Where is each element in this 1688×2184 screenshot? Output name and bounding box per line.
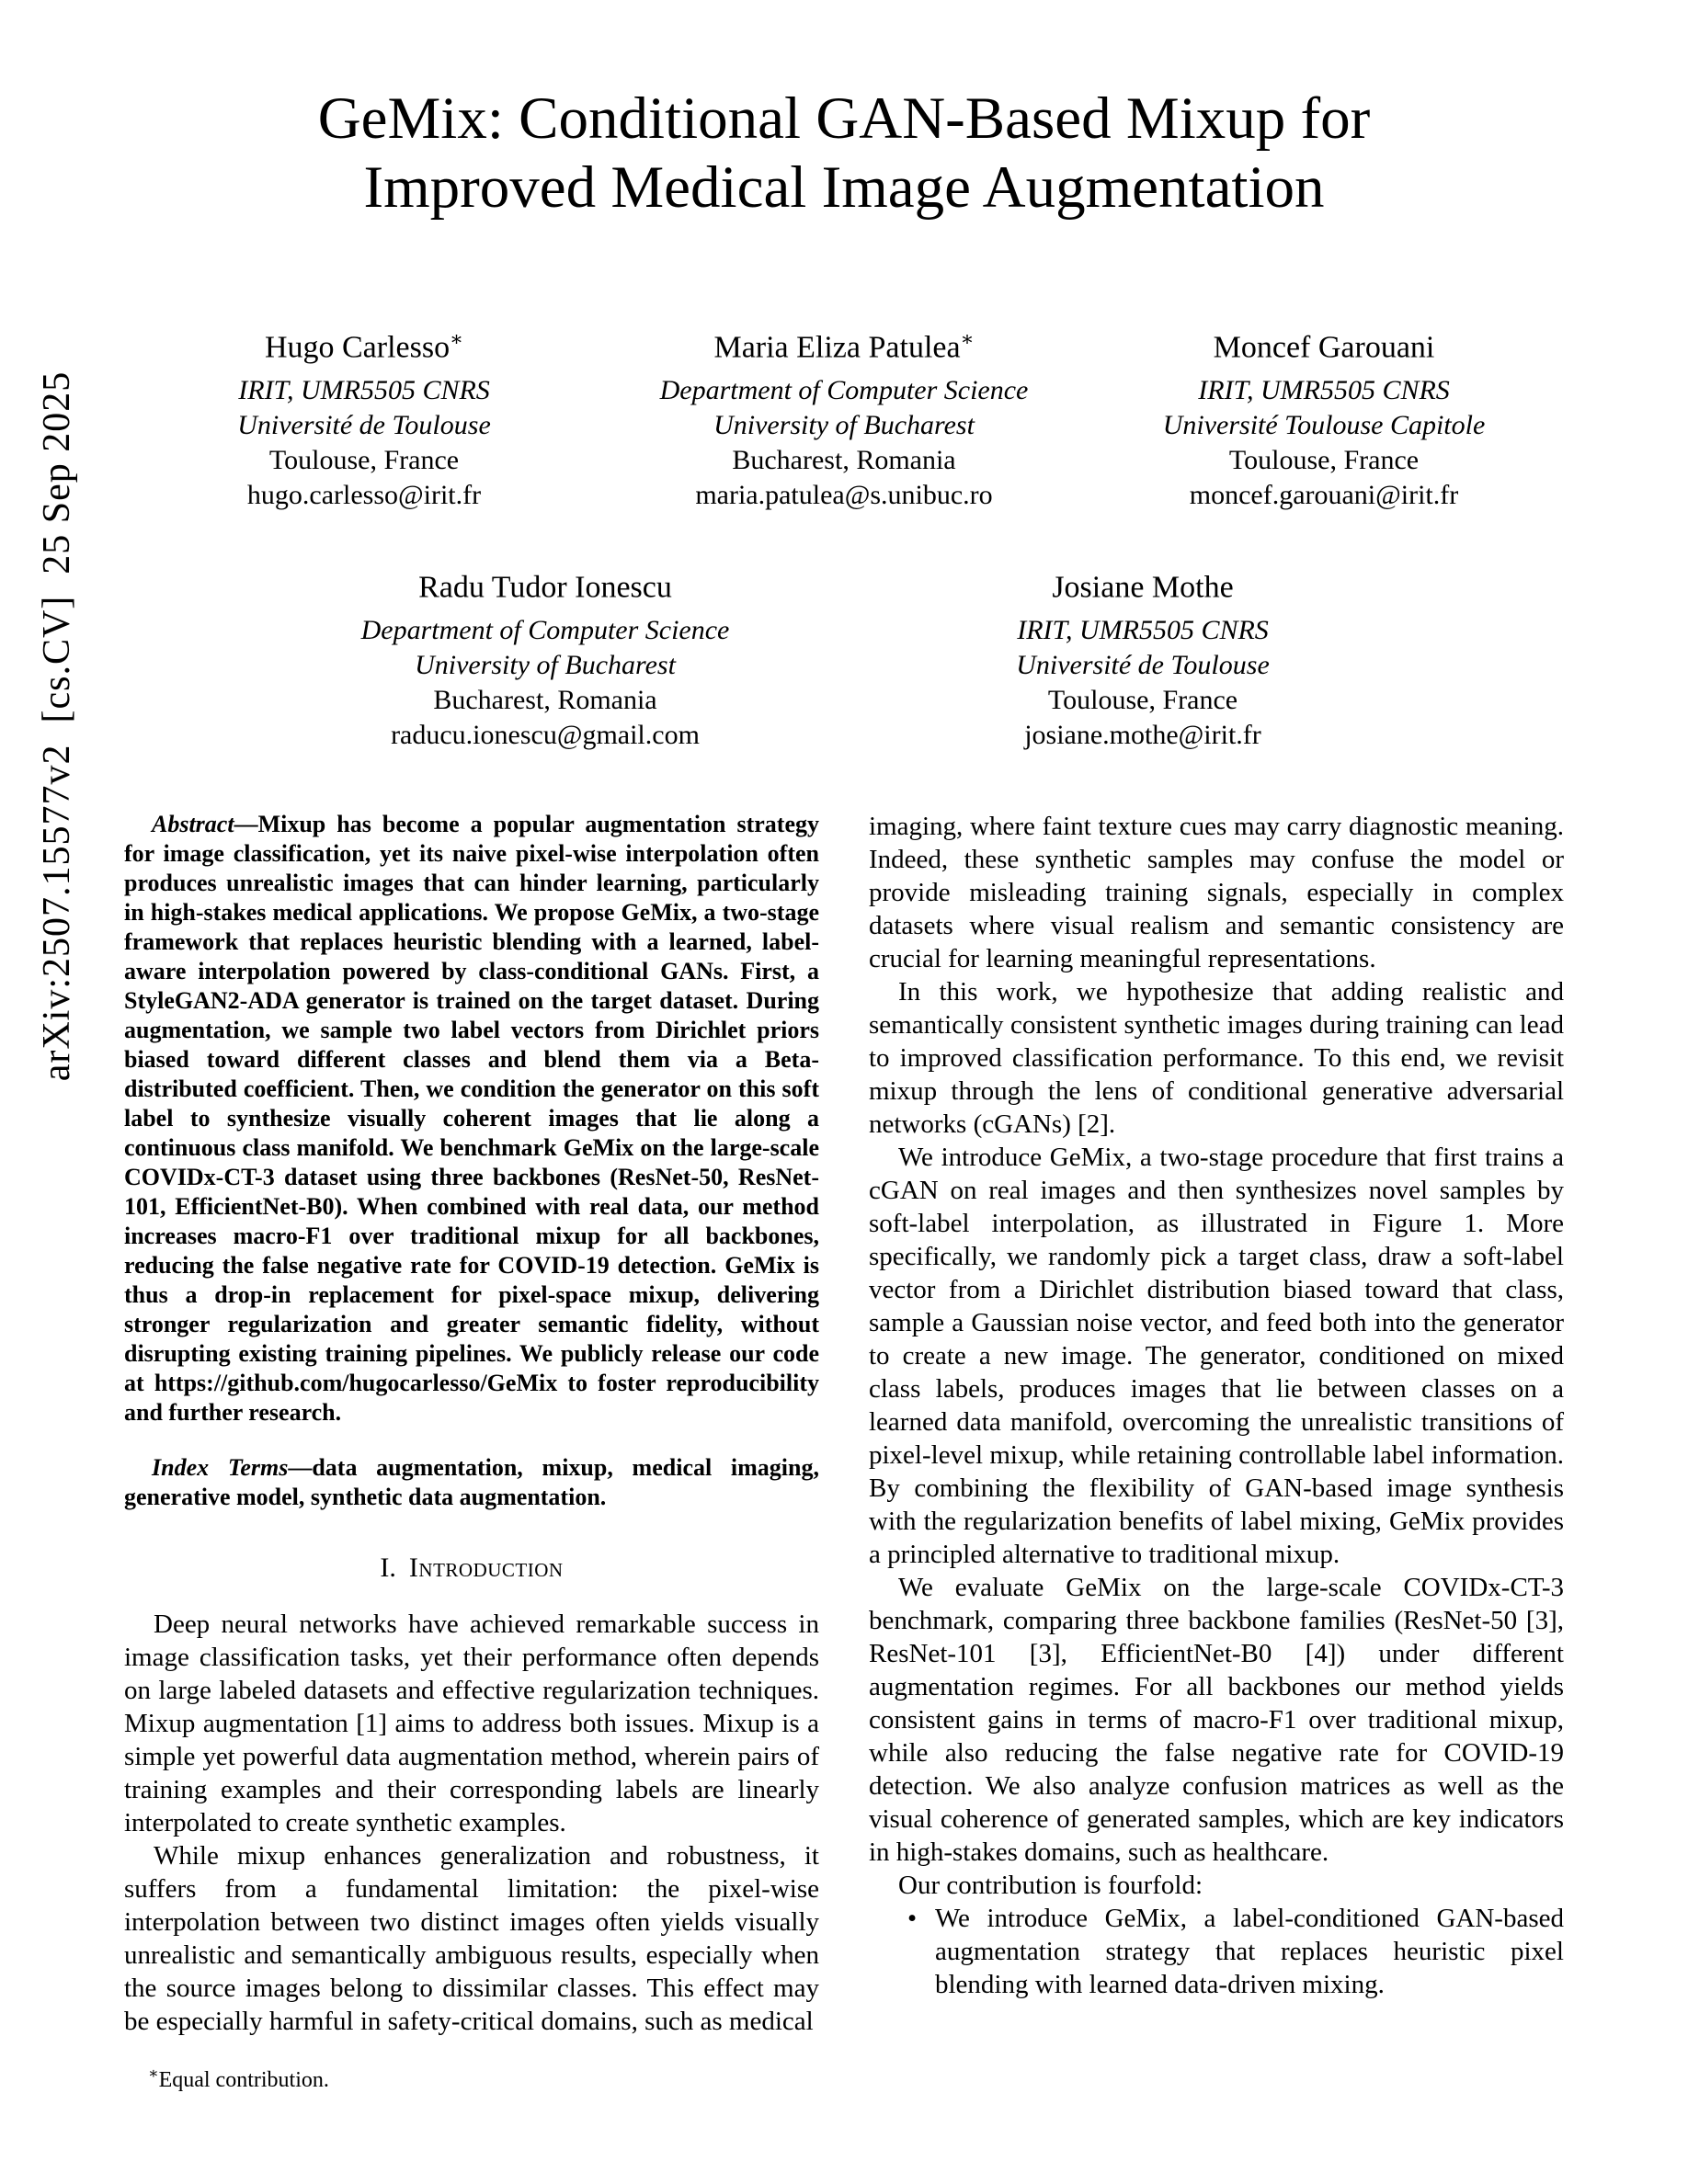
section-heading-introduction xyxy=(124,1553,819,1584)
author-location: Bucharest, Romania xyxy=(732,445,956,476)
author-block-hugo-carlesso xyxy=(124,319,604,513)
right-column xyxy=(869,810,1564,2001)
author-email: moncef.garouani@irit.fr xyxy=(1189,480,1459,511)
section-title: Introduction xyxy=(408,1553,564,1584)
author-location: Toulouse, France xyxy=(268,445,460,476)
author-affiliation-line-2: Université de Toulouse xyxy=(1016,650,1270,681)
author-affiliation-line-2: Université de Toulouse xyxy=(237,410,491,441)
abstract-body-end: to foster reproducibility and further research. xyxy=(124,1370,819,1427)
index-terms xyxy=(124,1453,819,1512)
authors-row-1 xyxy=(124,319,1564,513)
code-repository-link[interactable]: https://github.com/hugocarlesso/GeMix xyxy=(154,1370,558,1397)
intro-paragraph-1: Deep neural networks have achieved remarkable success in image classification tasks, yet their performance often depends on large labeled datasets and effective regularization techniques. Mixup augmentation [1] aims to address both issues. Mixup is a simple yet powerful data augmentation method, wherein pairs of training examples and their corresponding labels are linearly interpolated to create synthetic examples. xyxy=(124,1610,819,1838)
author-location: Toulouse, France xyxy=(1228,445,1420,476)
equal-contribution-mark: ∗ xyxy=(960,326,975,350)
author-affiliation-line-1: IRIT, UMR5505 CNRS xyxy=(238,375,490,406)
author-affiliation-line-1: IRIT, UMR5505 CNRS xyxy=(1017,615,1269,646)
intro-paragraph-2-continued: imaging, where faint texture cues may carry diagnostic meaning. Indeed, these synthetic samples may confuse the model or provide misleading training signals, especially in complex datasets where visual realism and semantic consistency are crucial for learning meaningful representations. xyxy=(869,812,1564,974)
abstract xyxy=(124,810,819,1428)
authors-row-2 xyxy=(124,559,1564,753)
footnote-text: Equal contribution. xyxy=(158,2068,329,2093)
author-affiliation-line-2: University of Bucharest xyxy=(415,650,676,681)
left-column xyxy=(124,810,819,2094)
abstract-label: Abstract xyxy=(152,811,234,838)
author-affiliation-line-1: IRIT, UMR5505 CNRS xyxy=(1198,375,1450,406)
equal-contribution-mark: ∗ xyxy=(450,326,464,350)
intro-paragraph-2: While mixup enhances generalization and robustness, it suffers from a fundamental limitation: the pixel-wise interpolation between two distinct images often yields visually unrealistic and semantically ambiguous results, especially when the source images belong to dissimilar classes. This effect may be especially harmful in safety-critical domains, such as medical xyxy=(124,1841,819,2037)
author-email: josiane.mothe@irit.fr xyxy=(1024,720,1261,751)
section-number: I. xyxy=(380,1553,396,1584)
intro-paragraph-5: We evaluate GeMix on the large-scale COVIDx-CT-3 benchmark, comparing three backbone families (ResNet-50 [3], ResNet-101 [3], EfficientNet-B0 [4]) under different augmentation regimes. For all backbones our method yields consistent gains in terms of macro-F1 over traditional mixup, while also reducing the false negative rate for COVID-19 detection. We also analyze confusion matrices as well as the visual coherence of generated samples, which are key indicators in high-stakes domains, such as healthcare. xyxy=(869,1573,1564,1868)
author-name: Maria Eliza Patulea∗ xyxy=(713,326,975,365)
paper-title xyxy=(124,85,1564,223)
author-block-moncef-garouani xyxy=(1084,319,1564,513)
contribution-item-1: • We introduce GeMix, a label-conditioned GAN-based augmentation strategy that replaces heuristic pixel blending with learned data-driven mixing. xyxy=(869,1902,1564,2001)
paper-columns xyxy=(124,810,1564,2094)
author-affiliation-line-1: Department of Computer Science xyxy=(659,375,1029,406)
intro-paragraph-3: In this work, we hypothesize that adding realistic and semantically consistent synthetic images during training can lead to improved classification performance. To this end, we revisit mixup through the lens of conditional generative adversarial networks (cGANs) [2]. xyxy=(869,977,1564,1140)
author-block-radu-tudor-ionescu xyxy=(306,559,784,753)
author-email: maria.patulea@s.unibuc.ro xyxy=(695,480,993,511)
author-name: Radu Tudor Ionescu xyxy=(418,570,672,605)
author-block-maria-eliza-patulea xyxy=(604,319,1084,513)
author-affiliation-line-2: Université Toulouse Capitole xyxy=(1162,410,1486,441)
paper-title-line-2: Improved Medical Image Augmentation xyxy=(363,154,1325,222)
contributions-lead-in: Our contribution is fourfold: xyxy=(898,1871,1203,1901)
author-name: Josiane Mothe xyxy=(1052,570,1234,605)
intro-paragraph-4: We introduce GeMix, a two-stage procedure that first trains a cGAN on real images and then synthesizes novel samples by soft-label interpolation, as illustrated in Figure 1. More specifically, we randomly pick a target class, draw a soft-label vector from a Dirichlet distribution biased toward that class, sample a Gaussian noise vector, and feed both into the generator to create a new image. The generator, conditioned on mixed class labels, produces images that lie between classes on a learned data manifold, overcoming the unrealistic transitions of pixel-level mixup, while retaining controllable label information. By combining the flexibility of GAN-based image synthesis with the regularization benefits of label mixing, GeMix provides a principled alternative to traditional mixup. xyxy=(869,1143,1564,1570)
index-terms-dash: — xyxy=(288,1454,313,1482)
author-email: raducu.ionescu@gmail.com xyxy=(391,720,700,751)
footnote-mark: ∗ xyxy=(148,2065,159,2083)
paper-content xyxy=(124,0,1564,2094)
author-location: Toulouse, France xyxy=(1047,685,1238,716)
arxiv-watermark: arXiv:2507.15577v2 [cs.CV] 25 Sep 2025 xyxy=(36,370,78,1082)
abstract-body: Mixup has become a popular augmentation strategy for image classification, yet its naive pixel-wise interpolation often produces unrealistic images that can hinder learning, particularly in high-stakes medical applications. We propose GeMix, a two-stage framework that replaces heuristic blending with a learned, label-aware interpolation powered by class-conditional GANs. First, a StyleGAN2-ADA generator is trained on the target dataset. During augmentation, we sample two label vectors from Dirichlet priors biased toward different classes and blend them via a Beta-distributed coefficient. Then, we condition the generator on this soft label to synthesize visually coherent images that lie along a continuous class manifold. We benchmark GeMix on the large-scale COVIDx-CT-3 dataset using three backbones (ResNet-50, ResNet-101, EfficientNet-B0). When combined with real data, our method increases macro-F1 over traditional mixup for all backbones, reducing the false negative rate for COVID-19 detection. GeMix is thus a drop-in replacement for pixel-space mixup, delivering stronger regularization and greater semantic fidelity, without disrupting existing training pipelines. We publicly release our code at xyxy=(124,811,819,1397)
paper-title-line-1: GeMix: Conditional GAN-Based Mixup for xyxy=(317,85,1371,152)
index-terms-body: data augmentation, mixup, medical imaging, generative model, synthetic data augmentation. xyxy=(124,1454,819,1511)
abstract-dash: — xyxy=(234,811,258,838)
contributions-list xyxy=(869,1902,1564,2001)
author-name: Hugo Carlesso∗ xyxy=(264,326,464,365)
author-email: hugo.carlesso@irit.fr xyxy=(246,480,482,511)
author-affiliation-line-1: Department of Computer Science xyxy=(360,615,730,646)
author-affiliation-line-2: University of Bucharest xyxy=(713,410,975,441)
author-block-josiane-mothe xyxy=(904,559,1382,753)
equal-contribution-footnote xyxy=(124,2060,819,2094)
author-name: Moncef Garouani xyxy=(1213,330,1435,365)
author-location: Bucharest, Romania xyxy=(433,685,657,716)
index-terms-label: Index Terms xyxy=(152,1454,289,1482)
